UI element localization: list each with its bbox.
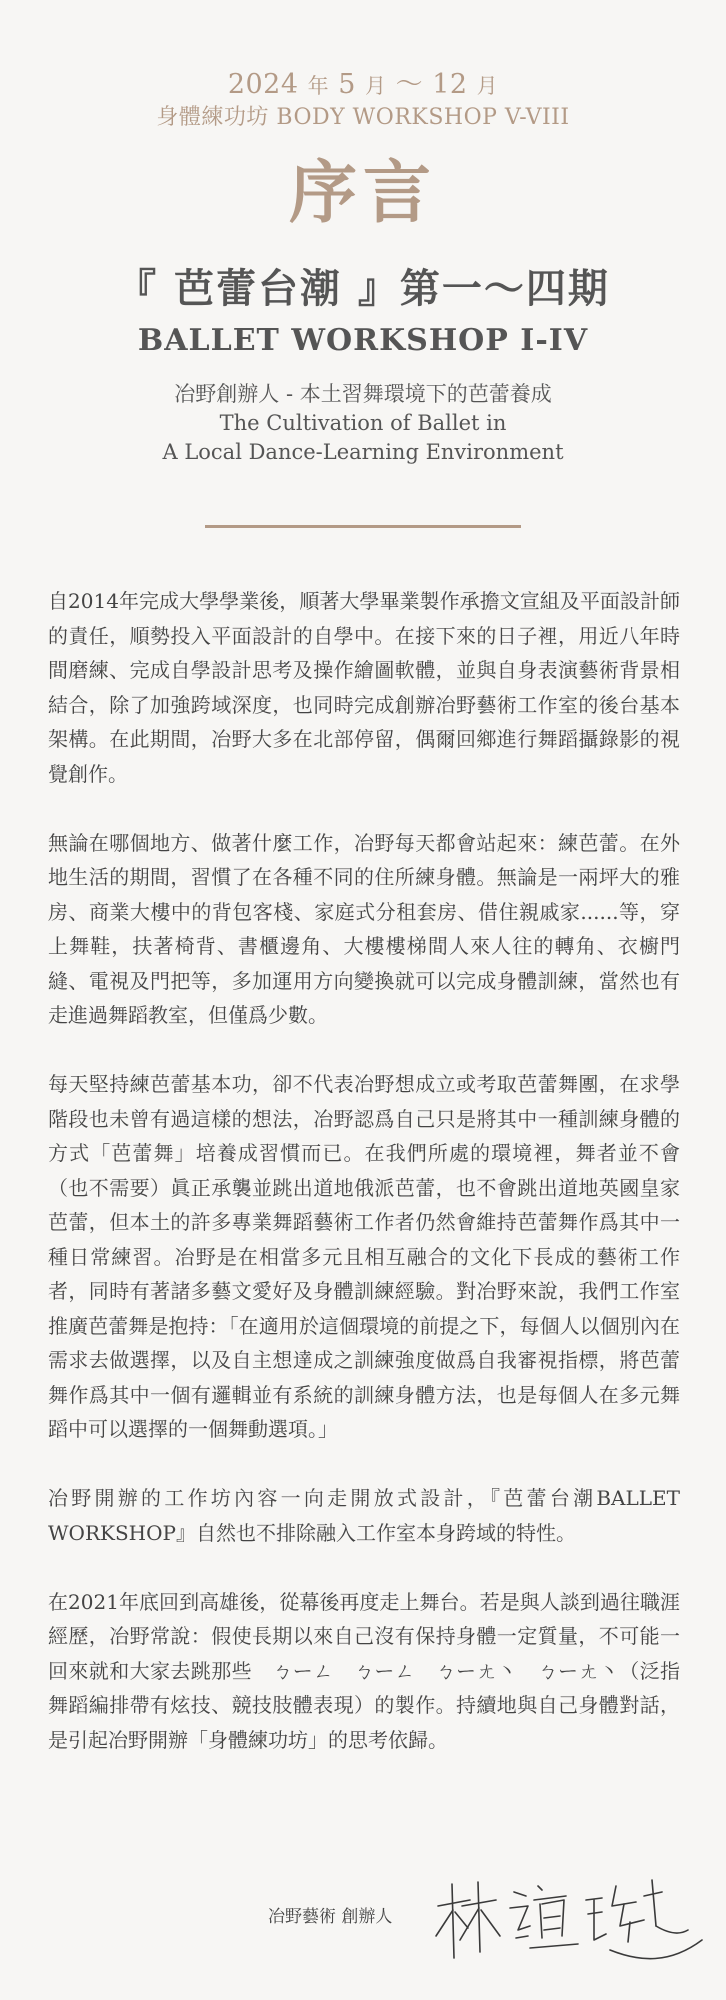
signature-block bbox=[0, 1866, 726, 1966]
date-year: 2024 bbox=[227, 69, 299, 100]
paragraph: 自2014年完成大學學業後，順著大學畢業製作承擔文宣組及平面設計師的責任，順勢投入平面設計的自學中。在接下來的日子裡，用近八年時間磨練、完成自學設計思考及操作繪圖軟體，並與自身表演藝術背景相結合，除了加強跨域深度，也同時完成創辦冶野藝術工作室的後台基本架構。在此期間，冶野大多在北部停留，偶爾回鄉進行舞蹈攝錄影的視覺創作。 bbox=[48, 589, 680, 786]
date-year-unit: 年 bbox=[307, 74, 330, 98]
series-title: 身體練功坊 BODY WORKSHOP V-VIII bbox=[156, 105, 570, 130]
subtitle-chinese: 冶野創辦人 - 本土習舞環境下的芭蕾養成 bbox=[174, 382, 552, 406]
date-separator: ～ bbox=[395, 69, 424, 100]
section-title: 序言 bbox=[288, 153, 437, 233]
paragraph: 在2021年底回到高雄後，從幕後再度走上舞台。若是與人談到過往職涯經歷，冶野常說：假使長期以來自己沒有保持身體一定質量，不可能一回來就和大家去跳那些 ㄅーㄥ ㄅーㄥ ㄅーㄤ丶 ㄅーㄤ丶（泛指舞蹈編排帶有炫技、競技肢體表現）的製作。持續地與自己身體對話，是引起冶野開辦「身體練功坊」的思考依歸。 bbox=[48, 1589, 680, 1752]
subtitle-english-line-1: The Cultivation of Ballet in bbox=[219, 411, 507, 435]
paragraph: 每天堅持練芭蕾基本功，卻不代表冶野想成立或考取芭蕾舞團，在求學階段也未曾有過這樣的想法，冶野認爲自己只是將其中一種訓練身體的方式「芭蕾舞」培養成習慣而已。在我們所處的環境裡，舞者並不會（也不需要）眞正承襲並跳出道地俄派芭蕾，也不會跳出道地英國皇家芭蕾，但本土的許多專業舞蹈藝術工作者仍然會維持芭蕾舞作爲其中一種日常練習。冶野是在相當多元且相互融合的文化下長成的藝術工作者，同時有著諸多藝文愛好及身體訓練經驗。對冶野來說，我們工作室推廣芭蕾舞是抱持：「在適用於這個環境的前提之下，每個人以個別內在需求去做選擇，以及自主想達成之訓練強度做爲自我審視指標，將芭蕾舞作爲其中一個有邏輯並有系統的訓練身體方法，也是每個人在多元舞蹈中可以選擇的一個舞動選項。」 bbox=[48, 1072, 680, 1441]
workshop-title: BALLET WORKSHOP I-IV bbox=[137, 323, 589, 358]
date-start-month: 5 bbox=[338, 69, 356, 100]
issue-title: 『 芭蕾台潮 』第一～四期 bbox=[116, 265, 610, 312]
divider bbox=[205, 525, 521, 528]
subtitle-english-line-2: A Local Dance-Learning Environment bbox=[162, 440, 564, 464]
date-end-month-unit: 月 bbox=[476, 74, 499, 98]
date-end-month: 12 bbox=[432, 69, 468, 100]
paragraph: 冶野開辦的工作坊內容一向走開放式設計，『芭蕾台潮BALLET WORKSHOP』自然也不排除融入工作室本身跨域的特性。 bbox=[48, 1486, 680, 1545]
header bbox=[0, 0, 726, 528]
signature-label: 冶野藝術 創辦人 bbox=[268, 1907, 393, 1927]
date-range bbox=[0, 0, 726, 103]
body-text bbox=[48, 584, 680, 1792]
paragraph: 無論在哪個地方、做著什麼工作，冶野每天都會站起來：練芭蕾。在外地生活的期間，習慣了在各種不同的住所練身體。無論是一兩坪大的雅房、商業大樓中的背包客棧、家庭式分租套房、借住親戚家......等，穿上舞鞋，扶著椅背、書櫃邊角、大樓樓梯間人來人往的轉角、衣櫥門縫、電視及門把等，多加運用方向變換就可以完成身體訓練，當然也有走進過舞蹈教室，但僅爲少數。 bbox=[48, 830, 680, 1027]
date-start-month-unit: 月 bbox=[365, 74, 387, 98]
handwritten-signature bbox=[430, 1866, 710, 1966]
